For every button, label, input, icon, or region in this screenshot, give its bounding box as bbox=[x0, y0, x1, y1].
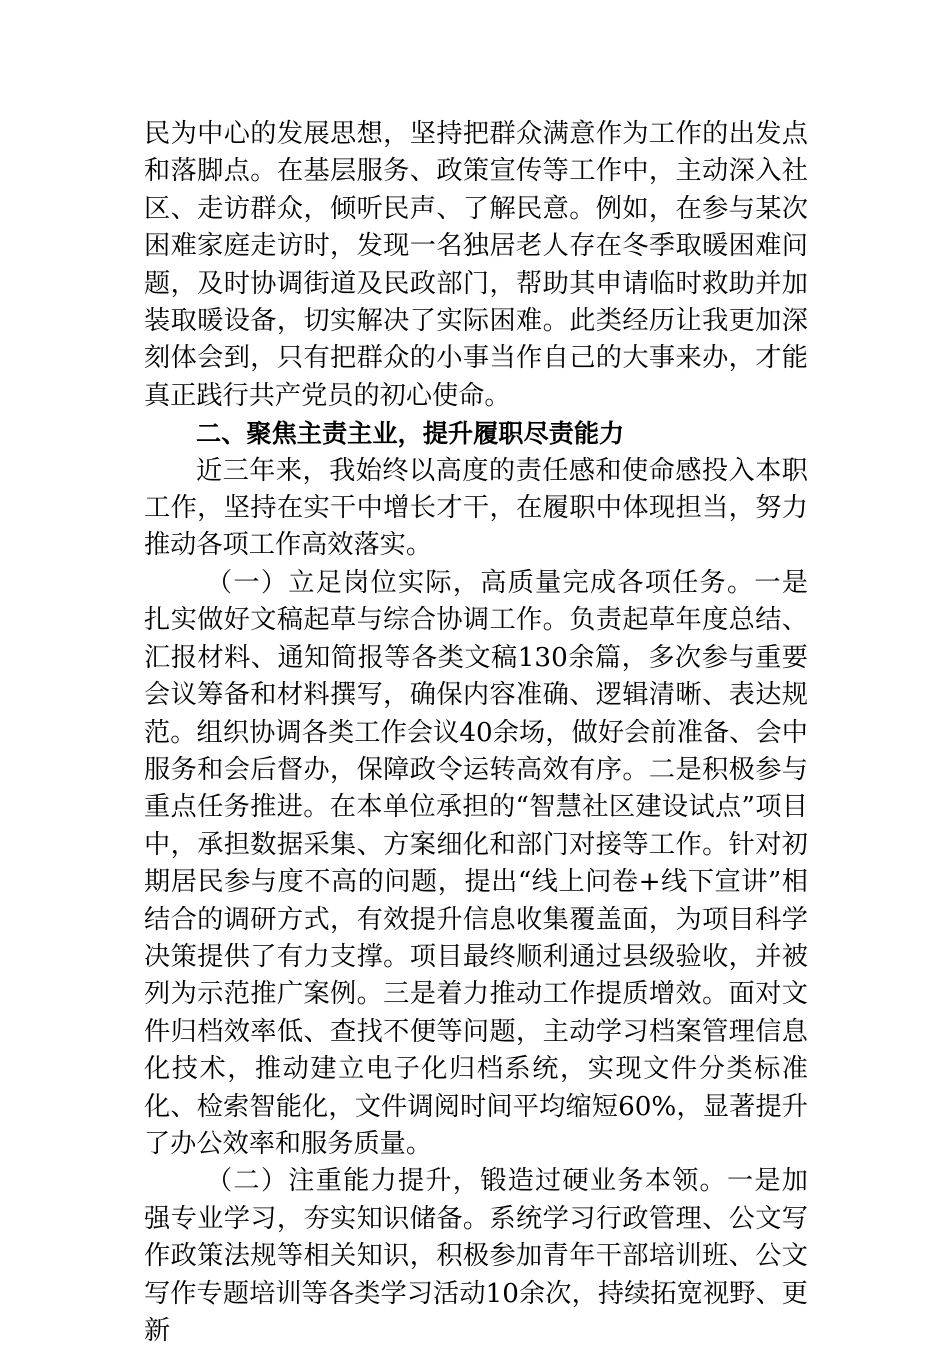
section-heading: 二、聚焦主责主业，提升履职尽责能力 bbox=[196, 419, 625, 449]
paragraph-continuation: 民为中心的发展思想，坚持把群众满意作为工作的出发点和落脚点。在基层服务、政策宣传等工作中，主动深入社区、走访群众，倾听民声、了解民意。例如，在参与某次困难家庭走访时，发现一名独居老人存在冬季取暖困难问题，及时协调街道及民政部门，帮助其申请临时救助并加装取暖设备，切实解决了实际困难。此类经历让我更加深刻体会到，只有把群众的小事当作自己的大事来办，才能真正践行共产党员的初心使命。 bbox=[144, 119, 808, 411]
subsection-two-paragraph: （二）注重能力提升，锻造过硬业务本领。一是加强专业学习，夯实知识储备。系统学习行政管理、公文写作政策法规等相关知识，积极参加青年干部培训班、公文写作专题培训等各类学习活动10余次，持续拓宽视野、更新 bbox=[144, 1166, 808, 1346]
subsection-one-paragraph: （一）立足岗位实际，高质量完成各项任务。一是扎实做好文稿起草与综合协调工作。负责起草年度总结、汇报材料、通知简报等各类文稿130余篇，多次参与重要会议筹备和材料撰写，确保内容准确、逻辑清晰、表达规范。组织协调各类工作会议40余场，做好会前准备、会中服务和会后督办，保障政令运转高效有序。二是积极参与重点任务推进。在本单位承担的“智慧社区建设试点”项目中，承担数据采集、方案细化和部门对接等工作。针对初期居民参与度不高的问题，提出“线上问卷+线下宣讲”相结合的调研方式，有效提升信息收集覆盖面，为项目科学决策提供了有力支撑。项目最终顺利通过县级验收，并被列为示范推广案例。三是着力推动工作提质增效。面对文件归档效率低、查找不便等问题，主动学习档案管理信息化技术，推动建立电子化归档系统，实现文件分类标准化、检索智能化，文件调阅时间平均缩短60%，显著提升了办公效率和服务质量。 bbox=[144, 567, 808, 1159]
section-intro-paragraph: 近三年来，我始终以高度的责任感和使命感投入本职工作，坚持在实干中增长才干，在履职中体现担当，努力推动各项工作高效落实。 bbox=[144, 455, 808, 561]
document-page bbox=[144, 116, 808, 1350]
